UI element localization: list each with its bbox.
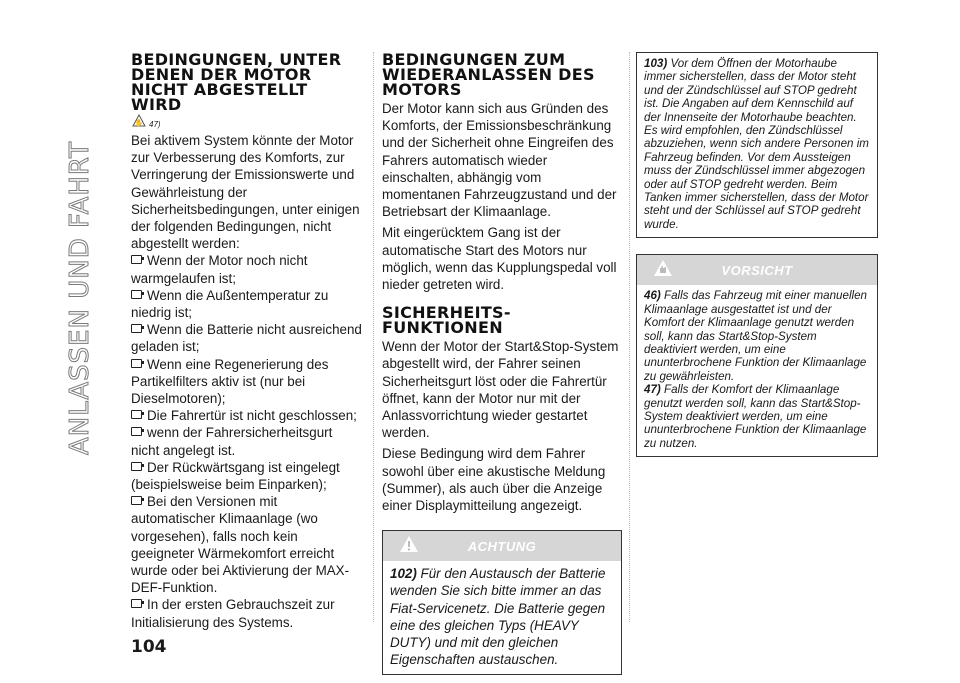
section-heading-safety: SICHERHEITS-FUNKTIONEN <box>382 303 511 338</box>
car-door-bullet-icon <box>131 427 142 436</box>
condition-text: Der Rückwärtsgang ist eingelegt (beispielsweise beim Einparken); <box>131 459 340 493</box>
condition-text: wenn der Fahrersicherheitsgurt nicht angelegt ist. <box>131 425 333 458</box>
caution-body <box>637 285 877 456</box>
condition-text: Die Fahrertür ist nicht geschlossen; <box>147 408 357 424</box>
reference-number: 47) <box>149 120 161 129</box>
column-2 <box>382 52 622 675</box>
warning-title: ACHTUNG <box>467 538 537 554</box>
car-door-bullet-icon <box>131 410 142 419</box>
caution-header <box>637 255 877 285</box>
caution-text: Falls der Komfort der Klimaanlage genutzt werden soll, kann das Start&Stop-System deaktiviert werden, um eine ununterbrochene Funktion der Klimaanlage zu nutzen. <box>644 383 867 450</box>
reference-row <box>132 114 363 128</box>
caution-number: 47) <box>644 383 661 397</box>
conditions-list <box>131 252 363 630</box>
car-door-bullet-icon <box>131 324 142 333</box>
warning-box <box>382 530 622 675</box>
condition-item <box>131 321 363 355</box>
caution-text: Falls das Fahrzeug mit einer manuellen Klimaanlage ausgestattet ist und der Komfort der Klimaanlage genutzt werden soll, kann das Start&Stop-System deaktiviert werden, um eine ununterbrochene Funktion der Klimaanlage zu gewährleisten. <box>644 289 867 383</box>
condition-item <box>131 287 363 321</box>
warning-number: 102) <box>390 566 417 582</box>
condition-text: Wenn die Außentemperatur zu niedrig ist; <box>131 287 329 321</box>
warning-header <box>383 531 621 561</box>
section-heading-restart: BEDINGUNGEN ZUM WIEDERANLASSEN DES MOTORS <box>382 50 595 99</box>
caution-number: 46) <box>644 289 661 303</box>
intro-paragraph: Bei aktivem System könnte der Motor zur Verbesserung des Komforts, zur Verringerung der Emissionswerte und Gewährleistung der Sicherheitsbedingungen, unter einigen der folgenden Bedingungen, nicht abgestellt werden: <box>131 133 360 252</box>
caution-ref-icon <box>132 114 146 127</box>
page-number: 104 <box>131 637 167 657</box>
caution-item <box>644 289 872 383</box>
condition-text: Wenn eine Regenerierung des Partikelfilters aktiv ist (nur bei Dieselmotoren); <box>131 356 329 407</box>
condition-item <box>131 407 363 424</box>
car-door-bullet-icon <box>131 462 142 471</box>
condition-text: In der ersten Gebrauchszeit zur Initialisierung des Systems. <box>131 597 335 630</box>
column-divider <box>629 52 630 622</box>
caution-box <box>636 254 878 457</box>
column-1 <box>131 52 363 631</box>
condition-item <box>131 596 363 630</box>
car-door-bullet-icon <box>131 496 142 505</box>
warning-body <box>383 561 621 674</box>
column-divider <box>373 52 374 622</box>
car-door-bullet-icon <box>131 599 142 608</box>
note-box <box>636 52 878 238</box>
condition-text: Wenn die Batterie nicht ausreichend geladen ist; <box>131 322 362 355</box>
car-door-bullet-icon <box>131 359 142 368</box>
chapter-side-label: ANLASSEN UND FAHRT <box>65 141 95 455</box>
caution-item <box>644 383 872 450</box>
warning-text: Für den Austausch der Batterie wenden Sie sich bitte immer an das Fiat-Servicenetz. Die Batterie gegen eine des gleichen Typs (HEAVY DUTY) und mit den gleichen Eigenschaften austauschen. <box>390 566 606 668</box>
safety-paragraph-2: Diese Bedingung wird dem Fahrer sowohl über eine akustische Meldung (Summer), als auch über die Anzeige einer Displaymitteilung angezeigt. <box>382 446 606 514</box>
condition-item <box>131 356 363 408</box>
section-heading-conditions-not-stopped: BEDINGUNGEN, UNTER DENEN DER MOTOR NICHT ABGESTELLT WIRD <box>131 50 342 114</box>
restart-paragraph-1: Der Motor kann sich aus Gründen des Komforts, der Emissionsbeschränkung und der Sicherheit ohne Eingreifen des Fahrers automatisch wieder einschalten, abhängig vom momentanen Fahrzeugzustand und der Betriebsart der Klimaanlage. <box>382 101 617 220</box>
car-door-bullet-icon <box>131 290 142 299</box>
restart-paragraph-2: Mit eingerücktem Gang ist der automatische Start des Motors nur möglich, wenn das Kupplungspedal voll nieder getreten wird. <box>382 225 617 293</box>
car-door-bullet-icon <box>131 255 142 264</box>
condition-text: Wenn der Motor noch nicht warmgelaufen ist; <box>131 253 308 286</box>
caution-title: VORSICHT <box>721 262 793 278</box>
safety-paragraph-1: Wenn der Motor der Start&Stop-System abgestellt wird, der Fahrer seinen Sicherheitsgurt löst oder die Fahrertür öffnet, kann der Motor nur mit der Anlassvorrichtung wieder gestartet werden. <box>382 339 619 441</box>
condition-item <box>131 252 363 286</box>
note-number: 103) <box>644 57 668 70</box>
note-text: Vor dem Öffnen der Motorhaube immer sicherstellen, dass der Motor steht und der Zündschlüssel auf STOP gedreht ist. Die Angaben auf dem Kennschild auf der Innenseite der Motorhaube beachten. Es wird empfohlen, den Zündschlüssel abzuziehen, wenn sich andere Personen im Fahrzeug befinden. Vor dem Aussteigen muss der Zündschlüssel immer abgezogen oder auf STOP gedreht werden. Beim Tanken immer sicherstellen, dass der Motor steht und der Schlüssel auf STOP gedreht wurde. <box>644 57 869 231</box>
svg-text:✋: ✋ <box>134 119 144 127</box>
condition-item <box>131 424 363 458</box>
condition-item <box>131 459 363 493</box>
column-3 <box>636 52 878 457</box>
condition-text: Bei den Versionen mit automatischer Klimaanlage (wo vorgesehen), falls noch kein geeigneter Wärmekomfort erreicht wurde oder bei Aktivierung der MAX-DEF-Funktion. <box>131 494 350 596</box>
condition-item <box>131 493 363 596</box>
